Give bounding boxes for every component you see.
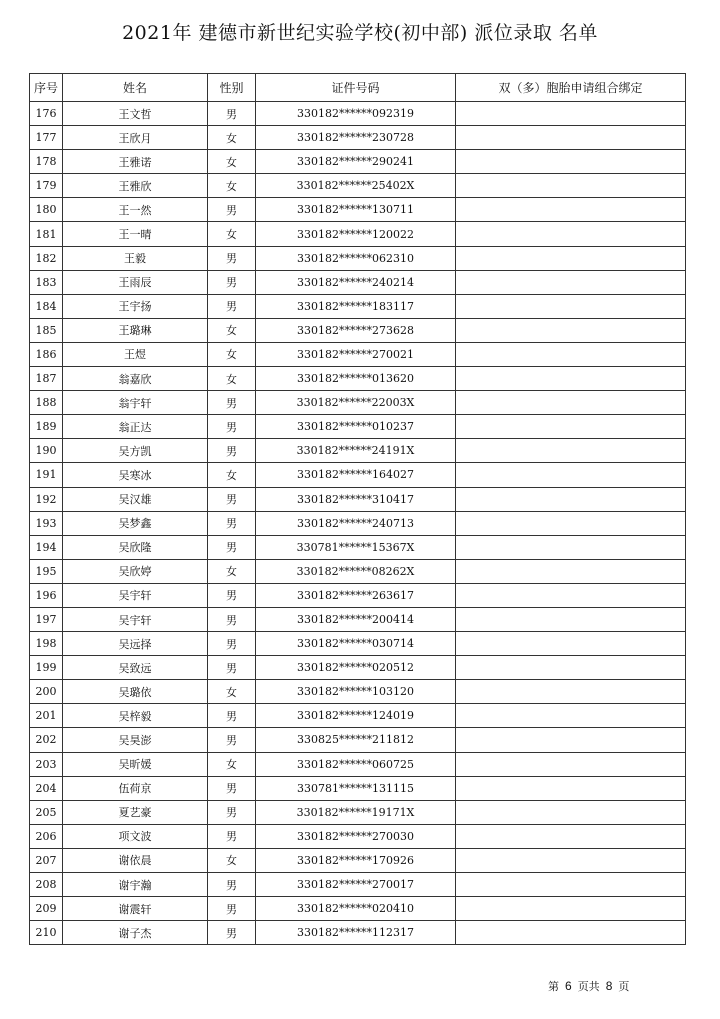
- cell-seq: 180: [30, 198, 63, 222]
- table-row: [30, 318, 686, 342]
- cell-twin-binding: [456, 126, 686, 150]
- cell-id-number: 330182******240214: [256, 270, 456, 294]
- cell-gender: 女: [208, 174, 256, 198]
- cell-gender: 女: [208, 680, 256, 704]
- cell-gender: 男: [208, 391, 256, 415]
- cell-id-number: 330182******170926: [256, 848, 456, 872]
- cell-name: 王宇扬: [63, 294, 208, 318]
- cell-id-number: 330825******211812: [256, 728, 456, 752]
- cell-id-number: 330182******290241: [256, 150, 456, 174]
- cell-twin-binding: [456, 511, 686, 535]
- cell-id-number: 330182******183117: [256, 294, 456, 318]
- cell-gender: 男: [208, 583, 256, 607]
- table-row: [30, 367, 686, 391]
- cell-id-number: 330781******15367X: [256, 535, 456, 559]
- current-page-number: 6: [565, 979, 572, 993]
- cell-seq: 178: [30, 150, 63, 174]
- cell-gender: 男: [208, 776, 256, 800]
- cell-name: 谢震轩: [63, 897, 208, 921]
- cell-seq: 186: [30, 342, 63, 366]
- header-name: 姓名: [63, 74, 208, 102]
- cell-gender: 女: [208, 752, 256, 776]
- cell-name: 吴梓毅: [63, 704, 208, 728]
- cell-name: 谢依晨: [63, 848, 208, 872]
- cell-seq: 187: [30, 367, 63, 391]
- cell-name: 吴璐依: [63, 680, 208, 704]
- cell-twin-binding: [456, 535, 686, 559]
- cell-name: 吴汉雄: [63, 487, 208, 511]
- cell-id-number: 330182******112317: [256, 921, 456, 945]
- table-row: [30, 848, 686, 872]
- footer-middle: 页共: [577, 980, 600, 993]
- cell-seq: 184: [30, 294, 63, 318]
- table-row: [30, 752, 686, 776]
- cell-id-number: 330182******240713: [256, 511, 456, 535]
- cell-gender: 男: [208, 511, 256, 535]
- cell-gender: 女: [208, 126, 256, 150]
- table-row: [30, 704, 686, 728]
- cell-id-number: 330182******010237: [256, 415, 456, 439]
- cell-gender: 男: [208, 270, 256, 294]
- header-gender: 性别: [208, 74, 256, 102]
- cell-id-number: 330182******24191X: [256, 439, 456, 463]
- cell-name: 王一然: [63, 198, 208, 222]
- cell-id-number: 330182******130711: [256, 198, 456, 222]
- cell-gender: 男: [208, 656, 256, 680]
- cell-twin-binding: [456, 800, 686, 824]
- cell-seq: 193: [30, 511, 63, 535]
- cell-twin-binding: [456, 583, 686, 607]
- cell-gender: 男: [208, 415, 256, 439]
- cell-seq: 182: [30, 246, 63, 270]
- cell-twin-binding: [456, 848, 686, 872]
- cell-gender: 男: [208, 487, 256, 511]
- admission-roster-table: [29, 73, 686, 945]
- cell-name: 项文波: [63, 824, 208, 848]
- cell-twin-binding: [456, 270, 686, 294]
- cell-name: 王璐琳: [63, 318, 208, 342]
- header-binding: 双（多）胞胎申请组合绑定: [456, 74, 686, 102]
- table-row: [30, 632, 686, 656]
- table-row: [30, 776, 686, 800]
- cell-twin-binding: [456, 728, 686, 752]
- cell-seq: 205: [30, 800, 63, 824]
- table-row: [30, 535, 686, 559]
- cell-twin-binding: [456, 632, 686, 656]
- cell-twin-binding: [456, 487, 686, 511]
- table-row: [30, 222, 686, 246]
- cell-id-number: 330182******103120: [256, 680, 456, 704]
- cell-twin-binding: [456, 318, 686, 342]
- cell-gender: 男: [208, 800, 256, 824]
- cell-seq: 196: [30, 583, 63, 607]
- cell-id-number: 330182******310417: [256, 487, 456, 511]
- cell-name: 吴昕媛: [63, 752, 208, 776]
- cell-gender: 男: [208, 704, 256, 728]
- table-row: [30, 342, 686, 366]
- cell-seq: 189: [30, 415, 63, 439]
- table-row: [30, 680, 686, 704]
- cell-seq: 199: [30, 656, 63, 680]
- cell-name: 王毅: [63, 246, 208, 270]
- header-id: 证件号码: [256, 74, 456, 102]
- cell-name: 王雨辰: [63, 270, 208, 294]
- table-row: [30, 921, 686, 945]
- cell-gender: 女: [208, 342, 256, 366]
- table-row: [30, 897, 686, 921]
- table-row: [30, 391, 686, 415]
- cell-twin-binding: [456, 704, 686, 728]
- cell-id-number: 330182******22003X: [256, 391, 456, 415]
- cell-id-number: 330182******273628: [256, 318, 456, 342]
- cell-id-number: 330182******124019: [256, 704, 456, 728]
- cell-seq: 200: [30, 680, 63, 704]
- cell-gender: 男: [208, 921, 256, 945]
- cell-seq: 197: [30, 607, 63, 631]
- cell-name: 吴宇轩: [63, 607, 208, 631]
- cell-twin-binding: [456, 342, 686, 366]
- cell-seq: 207: [30, 848, 63, 872]
- footer-prefix: 第: [548, 980, 559, 993]
- cell-id-number: 330182******270017: [256, 873, 456, 897]
- total-pages-number: 8: [605, 979, 613, 993]
- table-row: [30, 246, 686, 270]
- cell-id-number: 330182******25402X: [256, 174, 456, 198]
- cell-name: 吴梦鑫: [63, 511, 208, 535]
- cell-twin-binding: [456, 222, 686, 246]
- cell-gender: 男: [208, 294, 256, 318]
- cell-twin-binding: [456, 102, 686, 126]
- cell-gender: 男: [208, 728, 256, 752]
- cell-seq: 183: [30, 270, 63, 294]
- cell-seq: 202: [30, 728, 63, 752]
- footer-suffix: 页: [618, 980, 630, 993]
- cell-id-number: 330182******08262X: [256, 559, 456, 583]
- cell-id-number: 330182******120022: [256, 222, 456, 246]
- cell-name: 吴致远: [63, 656, 208, 680]
- cell-twin-binding: [456, 198, 686, 222]
- cell-seq: 192: [30, 487, 63, 511]
- cell-name: 王文哲: [63, 102, 208, 126]
- table-row: [30, 800, 686, 824]
- cell-twin-binding: [456, 680, 686, 704]
- cell-twin-binding: [456, 559, 686, 583]
- cell-gender: 男: [208, 198, 256, 222]
- cell-name: 王煜: [63, 342, 208, 366]
- table-row: [30, 270, 686, 294]
- cell-id-number: 330182******030714: [256, 632, 456, 656]
- cell-id-number: 330781******131115: [256, 776, 456, 800]
- cell-seq: 191: [30, 463, 63, 487]
- cell-gender: 女: [208, 848, 256, 872]
- table-body: [30, 102, 686, 945]
- cell-seq: 209: [30, 897, 63, 921]
- cell-twin-binding: [456, 246, 686, 270]
- cell-gender: 女: [208, 559, 256, 583]
- cell-seq: 176: [30, 102, 63, 126]
- cell-twin-binding: [456, 752, 686, 776]
- table-row: [30, 487, 686, 511]
- table-row: [30, 174, 686, 198]
- cell-twin-binding: [456, 873, 686, 897]
- table-row: [30, 294, 686, 318]
- cell-twin-binding: [456, 150, 686, 174]
- table-row: [30, 198, 686, 222]
- cell-id-number: 330182******19171X: [256, 800, 456, 824]
- cell-gender: 女: [208, 463, 256, 487]
- cell-name: 翁嘉欣: [63, 367, 208, 391]
- cell-id-number: 330182******270021: [256, 342, 456, 366]
- cell-seq: 181: [30, 222, 63, 246]
- cell-name: 吴宇轩: [63, 583, 208, 607]
- cell-twin-binding: [456, 824, 686, 848]
- cell-id-number: 330182******020512: [256, 656, 456, 680]
- cell-id-number: 330182******062310: [256, 246, 456, 270]
- cell-name: 吴欣隆: [63, 535, 208, 559]
- cell-seq: 204: [30, 776, 63, 800]
- cell-gender: 男: [208, 246, 256, 270]
- cell-gender: 男: [208, 439, 256, 463]
- table-row: [30, 415, 686, 439]
- cell-name: 翁正达: [63, 415, 208, 439]
- cell-id-number: 330182******270030: [256, 824, 456, 848]
- cell-gender: 女: [208, 367, 256, 391]
- table-row: [30, 150, 686, 174]
- cell-seq: 190: [30, 439, 63, 463]
- table-row: [30, 511, 686, 535]
- cell-gender: 女: [208, 150, 256, 174]
- cell-id-number: 330182******263617: [256, 583, 456, 607]
- cell-name: 王雅诺: [63, 150, 208, 174]
- cell-name: 吴昊澎: [63, 728, 208, 752]
- page-title: 2021年 建德市新世纪实验学校(初中部) 派位录取 名单: [122, 22, 598, 44]
- table-row: [30, 559, 686, 583]
- cell-twin-binding: [456, 463, 686, 487]
- cell-id-number: 330182******013620: [256, 367, 456, 391]
- table-row: [30, 439, 686, 463]
- cell-gender: 男: [208, 102, 256, 126]
- cell-seq: 210: [30, 921, 63, 945]
- cell-twin-binding: [456, 294, 686, 318]
- cell-twin-binding: [456, 776, 686, 800]
- cell-seq: 208: [30, 873, 63, 897]
- cell-twin-binding: [456, 174, 686, 198]
- cell-seq: 203: [30, 752, 63, 776]
- cell-gender: 女: [208, 222, 256, 246]
- table-header-row: [30, 74, 686, 102]
- cell-id-number: 330182******060725: [256, 752, 456, 776]
- cell-seq: 188: [30, 391, 63, 415]
- cell-name: 王一晴: [63, 222, 208, 246]
- cell-twin-binding: [456, 656, 686, 680]
- cell-name: 吴欣婷: [63, 559, 208, 583]
- cell-twin-binding: [456, 439, 686, 463]
- cell-gender: 男: [208, 535, 256, 559]
- cell-twin-binding: [456, 367, 686, 391]
- cell-twin-binding: [456, 415, 686, 439]
- cell-gender: 男: [208, 824, 256, 848]
- cell-seq: 177: [30, 126, 63, 150]
- cell-name: 王欣月: [63, 126, 208, 150]
- table-row: [30, 873, 686, 897]
- table-row: [30, 463, 686, 487]
- cell-seq: 201: [30, 704, 63, 728]
- cell-name: 夏艺豪: [63, 800, 208, 824]
- cell-name: 伍荷京: [63, 776, 208, 800]
- cell-twin-binding: [456, 607, 686, 631]
- cell-id-number: 330182******092319: [256, 102, 456, 126]
- table-row: [30, 728, 686, 752]
- cell-twin-binding: [456, 391, 686, 415]
- cell-id-number: 330182******164027: [256, 463, 456, 487]
- cell-twin-binding: [456, 897, 686, 921]
- cell-seq: 198: [30, 632, 63, 656]
- header-seq: 序号: [30, 74, 63, 102]
- cell-seq: 194: [30, 535, 63, 559]
- cell-name: 吴远择: [63, 632, 208, 656]
- cell-name: 翁宇轩: [63, 391, 208, 415]
- cell-gender: 男: [208, 897, 256, 921]
- cell-id-number: 330182******020410: [256, 897, 456, 921]
- cell-seq: 179: [30, 174, 63, 198]
- table-row: [30, 824, 686, 848]
- table-row: [30, 126, 686, 150]
- cell-gender: 女: [208, 318, 256, 342]
- cell-gender: 男: [208, 632, 256, 656]
- page-footer: [548, 978, 629, 994]
- cell-gender: 男: [208, 607, 256, 631]
- table-row: [30, 102, 686, 126]
- cell-seq: 185: [30, 318, 63, 342]
- cell-seq: 206: [30, 824, 63, 848]
- cell-seq: 195: [30, 559, 63, 583]
- cell-name: 谢宇瀚: [63, 873, 208, 897]
- cell-name: 吴方凯: [63, 439, 208, 463]
- cell-name: 吴寒冰: [63, 463, 208, 487]
- cell-name: 王雅欣: [63, 174, 208, 198]
- table-row: [30, 607, 686, 631]
- cell-id-number: 330182******230728: [256, 126, 456, 150]
- table-row: [30, 656, 686, 680]
- cell-name: 谢子杰: [63, 921, 208, 945]
- cell-twin-binding: [456, 921, 686, 945]
- cell-gender: 男: [208, 873, 256, 897]
- table-row: [30, 583, 686, 607]
- cell-id-number: 330182******200414: [256, 607, 456, 631]
